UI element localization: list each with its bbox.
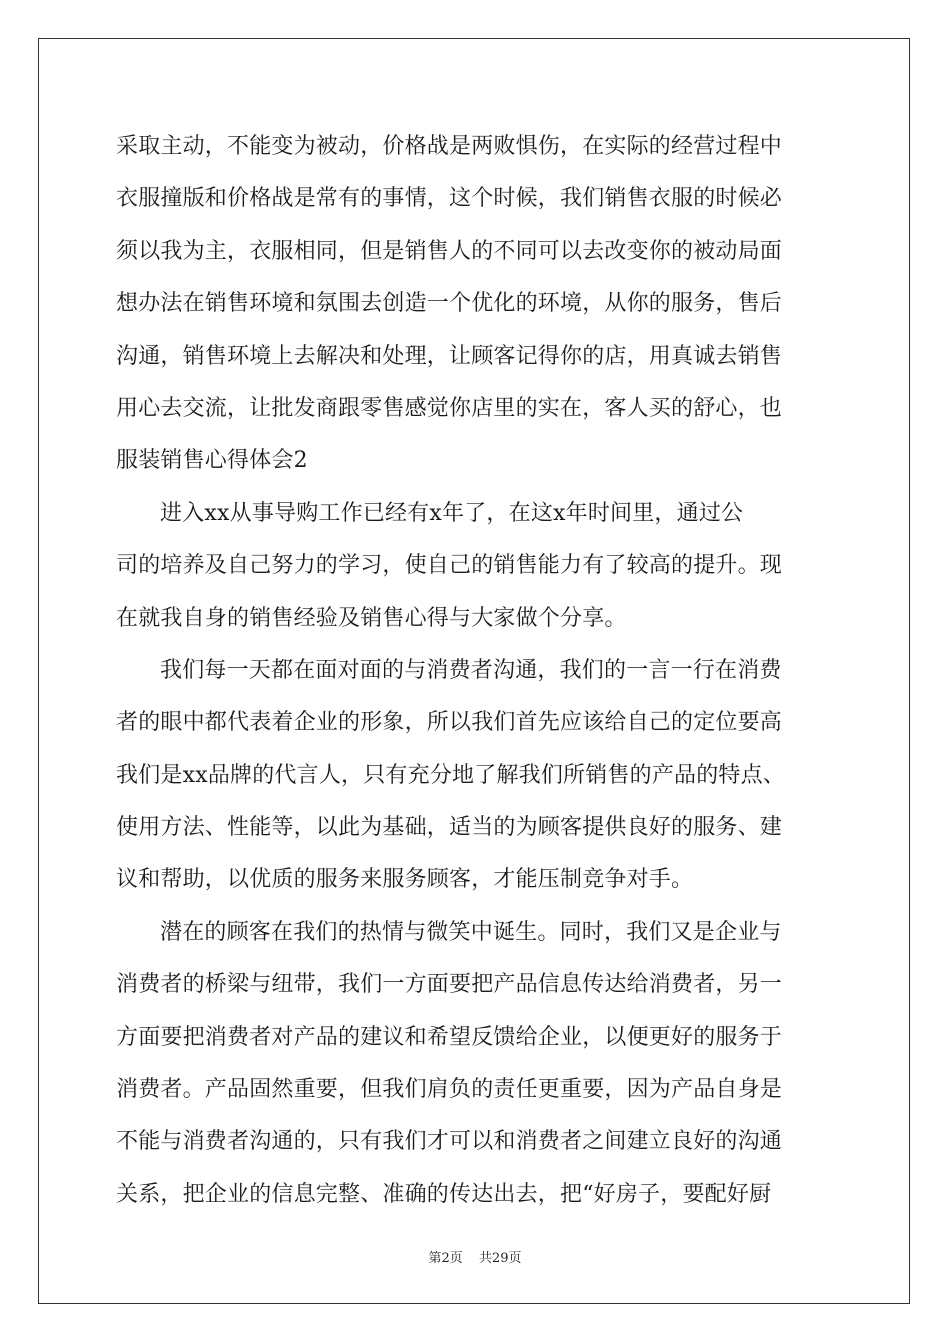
document-body	[116, 127, 836, 1227]
text-line: 消费者的桥梁与纽带，我们一方面要把产品信息传达给消费者，另一	[116, 972, 783, 998]
text-line: 不能与消费者沟通的，只有我们才可以和消费者之间建立良好的沟通	[116, 1129, 783, 1155]
text-line: 关系，把企业的信息完整、准确的传达出去，把“好房子，要配好厨	[116, 1181, 772, 1207]
text-line: 消费者。产品固然重要，但我们肩负的责任更重要，因为产品自身是	[116, 1077, 783, 1103]
text-line: 使用方法、性能等，以此为基础，适当的为顾客提供良好的服务、建	[116, 815, 783, 841]
text-line: 议和帮助，以优质的服务来服务顾客，才能压制竞争对手。	[116, 867, 694, 893]
section-heading: 服装销售心得体会2	[116, 448, 308, 474]
text-line: 须以我为主，衣服相同，但是销售人的不同可以去改变你的被动局面	[116, 238, 783, 264]
paragraph-start-line: 潜在的顾客在我们的热情与微笑中诞生。同时，我们又是企业与	[160, 919, 782, 945]
text-line: 沟通，销售环境上去解决和处理，让顾客记得你的店，用真诚去销售	[116, 343, 783, 369]
text-line: 方面要把消费者对产品的建议和希望反馈给企业，以便更好的服务于	[116, 1024, 783, 1050]
text-line: 在就我自身的销售经验及销售心得与大家做个分享。	[116, 605, 627, 631]
text-line: 司的培养及自己努力的学习，使自己的销售能力有了较高的提升。现	[116, 553, 783, 579]
paragraph-start-line: 我们每一天都在面对面的与消费者沟通，我们的一言一行在消费	[160, 657, 782, 683]
text-line: 采取主动，不能变为被动，价格战是两败惧伤，在实际的经营过程中	[116, 134, 783, 159]
paragraph-start-line: 进入xx从事导购工作已经有x年了，在这x年时间里，通过公	[160, 500, 744, 526]
page-number: 第2页	[428, 1251, 463, 1266]
text-line: 用心去交流，让批发商跟零售感觉你店里的实在，客人买的舒心，也	[116, 395, 783, 421]
page-footer	[0, 1247, 950, 1266]
text-line: 者的眼中都代表着企业的形象，所以我们首先应该给自己的定位要高	[116, 710, 783, 736]
text-line: 我们是xx品牌的代言人，只有充分地了解我们所销售的产品的特点、	[116, 762, 786, 788]
total-pages: 共29页	[478, 1251, 522, 1266]
text-line: 想办法在销售环境和氛围去创造一个优化的环境，从你的服务，售后	[116, 291, 783, 317]
text-line: 衣服撞版和价格战是常有的事情，这个时候，我们销售衣服的时候必	[116, 186, 783, 212]
